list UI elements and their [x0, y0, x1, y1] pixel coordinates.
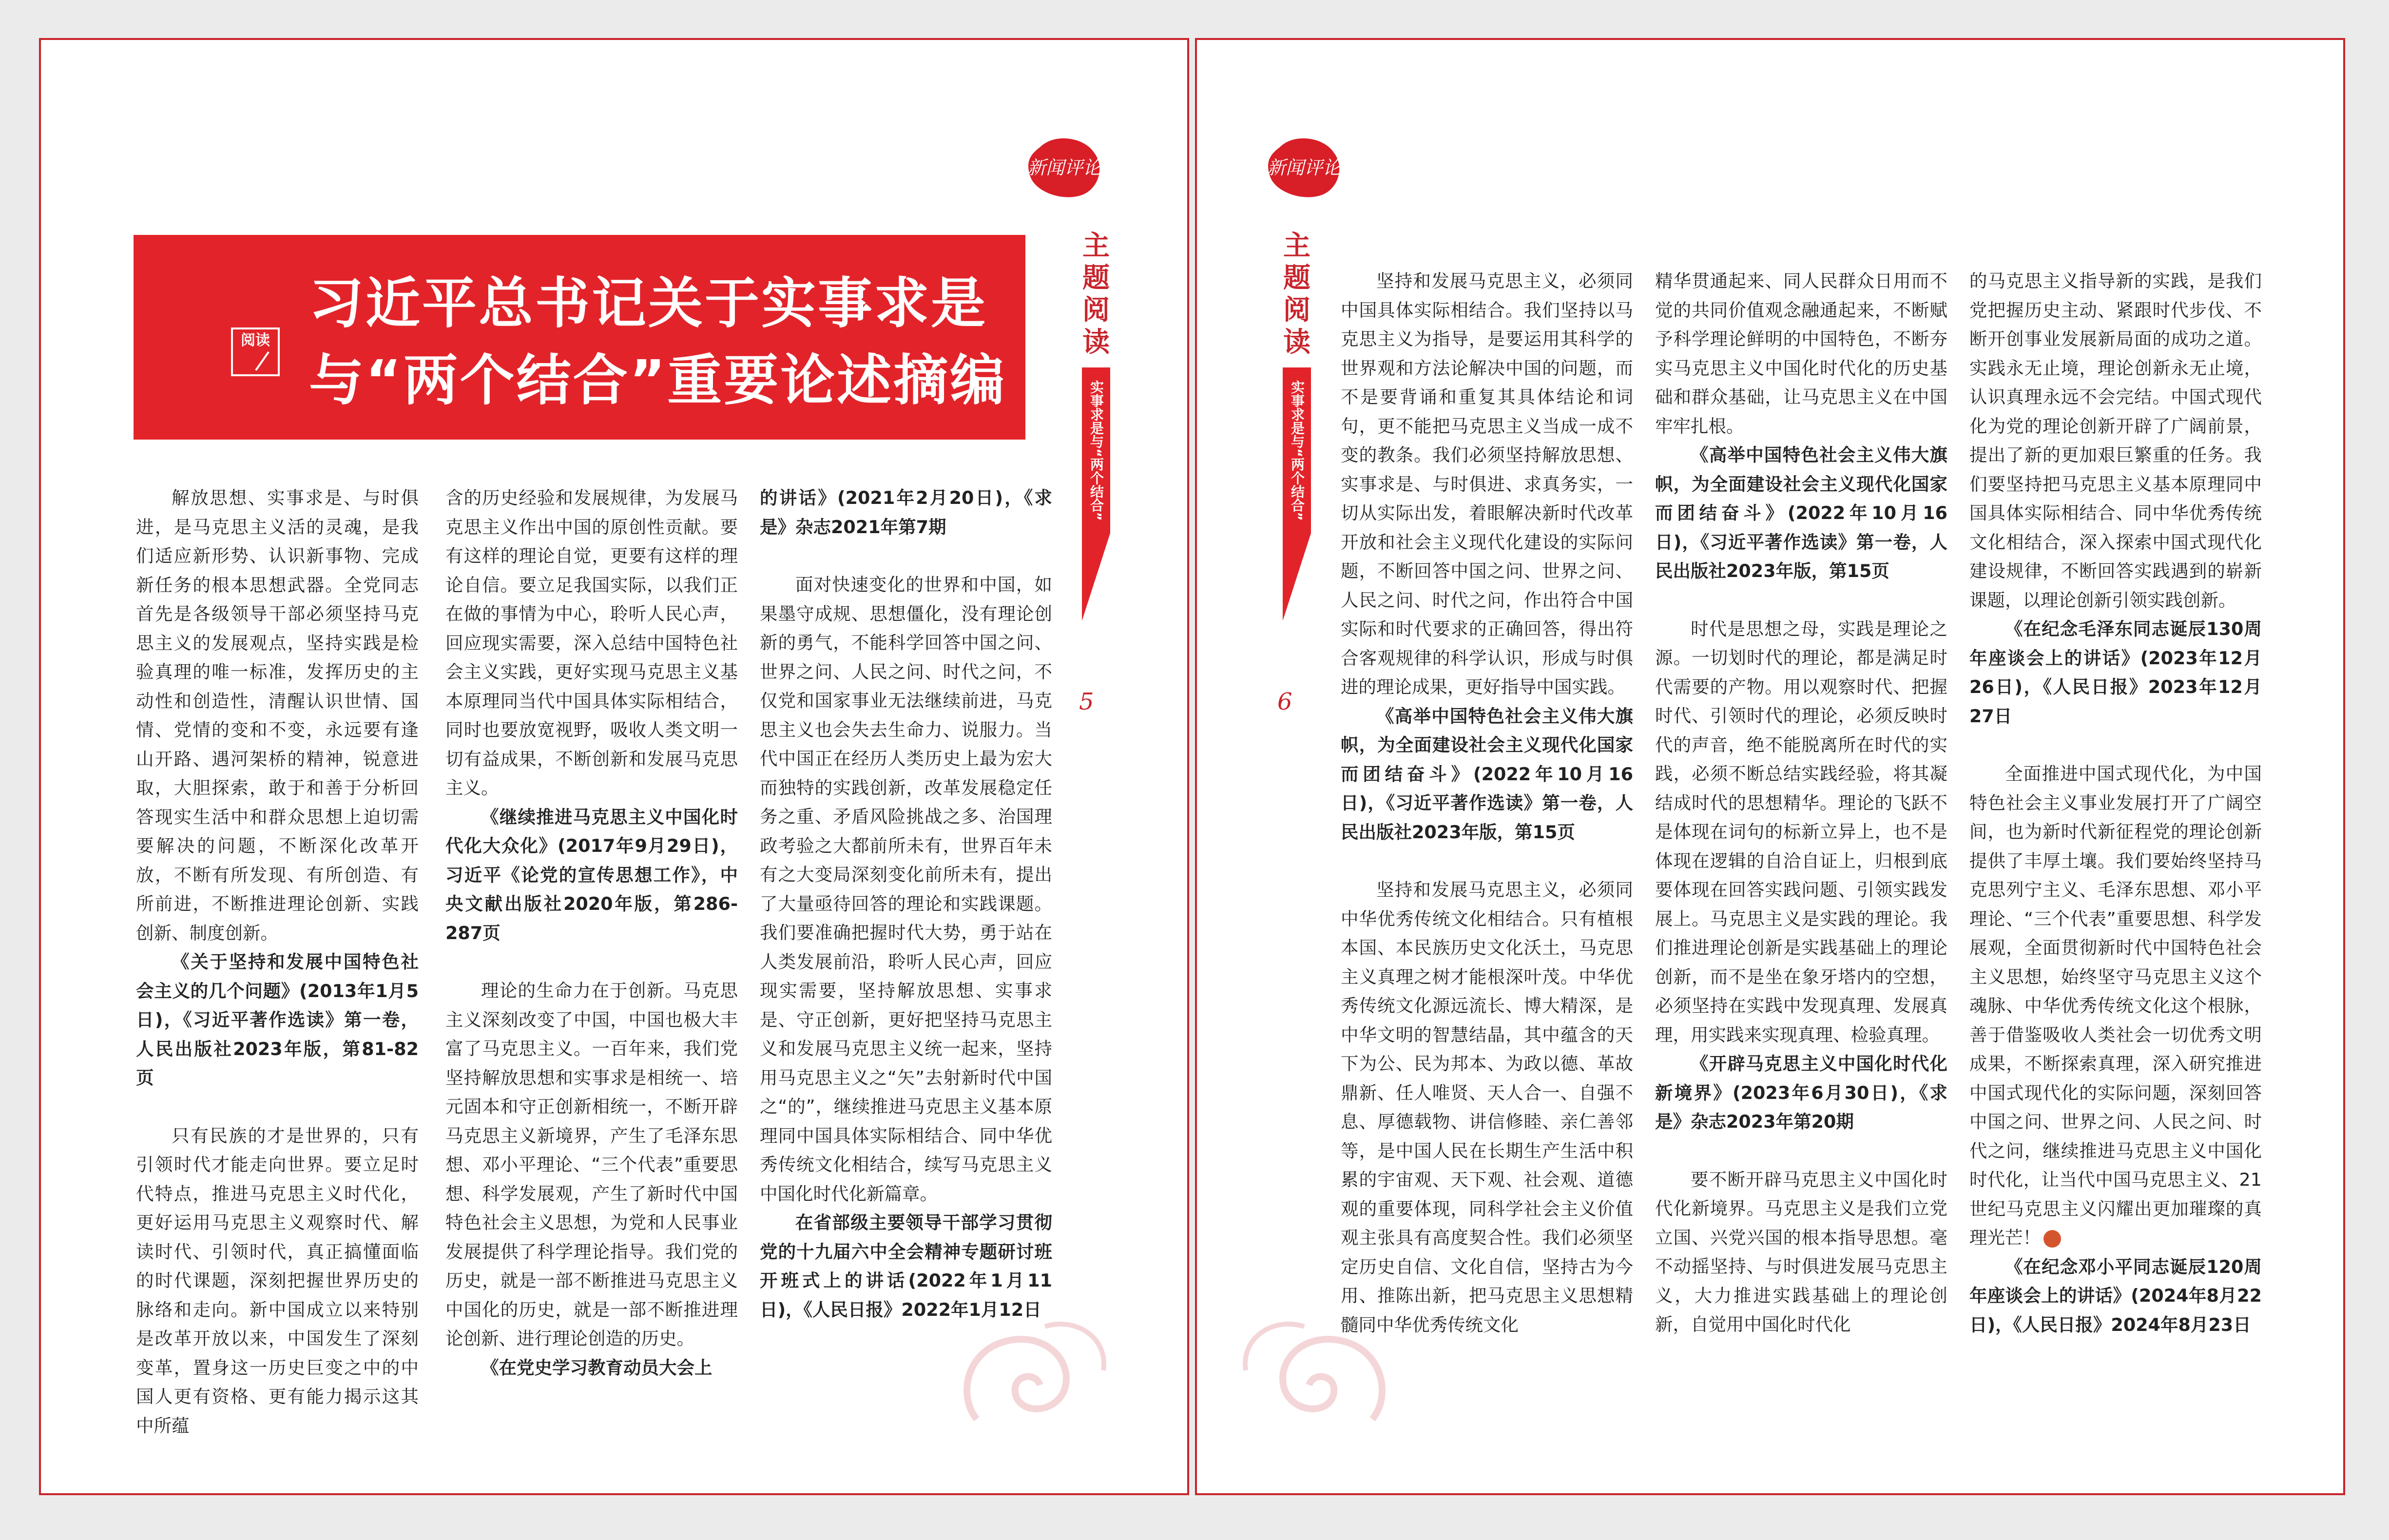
source-citation: 在省部级主要领导干部学习贯彻党的十九届六中全会精神专题研讨班开班式上的讲话(2022年1月11日)，《人民日报》2022年1月12日 [760, 1212, 1052, 1320]
side-tab [1277, 230, 1316, 621]
body-paragraph: 含的历史经验和发展规律，为发展马克思主义作出中国的原创性贡献。要有这样的理论自觉，更要有这样的理论自信。要立足我国实际，以我们正在做的事情为中心，聆听人民心声，回应现实需要，深入总结中国特色社会主义实践，更好实现马克思主义基本原理同当代中国具体实际相结合，同时也要放宽视野，吸收人类文明一切有益成果，不断创新和发展马克思主义。 [445, 487, 738, 798]
side-tab-heading: 主 题 阅 读 [1082, 230, 1110, 358]
side-tab-heading: 主 题 阅 读 [1283, 230, 1310, 358]
title-tag-label: 阅读 [241, 332, 270, 349]
source-citation: 的讲话》(2021年2月20日)，《求是》杂志2021年第7期 [760, 487, 1052, 538]
source-citation: 《在纪念毛泽东同志诞辰130周年座谈会上的讲话》(2023年12月26日)，《人民日报》2023年12月27日 [1969, 618, 2262, 727]
flourish-icon [1226, 1297, 1402, 1444]
logo-icon [1021, 133, 1108, 201]
left-page [39, 38, 1189, 1495]
source-citation: 《高举中国特色社会主义伟大旗帜，为全面建设社会主义现代化国家而团结奋斗》(2022年10月16日)，《习近平著作选读》第一卷，人民出版社2023年版，第15页 [1341, 705, 1633, 843]
text-column-1 [136, 483, 419, 1440]
side-tab [1077, 230, 1116, 621]
side-tab-stem [1283, 533, 1311, 621]
source-citation: 《在党史学习教育动员大会上 [481, 1357, 713, 1378]
page-number: 5 [1079, 688, 1094, 715]
slash-icon [255, 351, 270, 371]
body-paragraph: 的马克思主义指导新的实践，是我们党把握历史主动、紧跟时代步伐、不断开创事业发展新局面的成功之道。实践永无止境，理论创新永无止境，认识真理永远不会完结。中国式现代化为党的理论创新开辟了广阔前景，提出了新的更加艰巨繁重的任务。我们要坚持把马克思主义基本原理同中国具体实际相结合、同中华优秀传统文化相结合，深入探索中国式现代化建设规律，不断回答实践遇到的崭新课题，以理论创新引领实践创新。 [1969, 270, 2262, 611]
text-column-3 [1969, 267, 2262, 1339]
title-banner [134, 235, 1025, 440]
right-page [1195, 38, 2345, 1495]
title-line-1: 习近平总书记关于实事求是 [309, 272, 987, 335]
body-paragraph: 时代是思想之母，实践是理论之源。一切划时代的理论，都是满足时代需要的产物。用以观察时代、把握时代、引领时代的理论，必须反映时代的声音，绝不能脱离所在时代的实践，必须不断总结实践经验，将其凝结成时代的思想精华。理论的飞跃不是体现在词句的标新立异上，也不是体现在逻辑的自洽自证上，归根到底要体现在回答实践问题、引领实践发展上。马克思主义是实践的理论。我们推进理论创新是实践基础上的理论创新，而不是坐在象牙塔内的空想，必须坚持在实践中发现真理、发展真理，用实践来实现真理、检验真理。 [1655, 618, 1947, 1045]
body-paragraph: 精华贯通起来、同人民群众日用而不觉的共同价值观念融通起来，不断赋予科学理论鲜明的中国特色，不断夯实马克思主义中国化时代化的历史基础和群众基础，让马克思主义在中国牢牢扎根。 [1655, 270, 1947, 437]
flourish-icon [947, 1297, 1123, 1444]
source-citation: 《开辟马克思主义中国化时代化新境界》(2023年6月30日)，《求是》杂志2023年第20期 [1655, 1053, 1947, 1132]
body-paragraph: 要不断开辟马克思主义中国化时代化新境界。马克思主义是我们立党立国、兴党兴国的根本指导思想。毫不动摇坚持、与时俱进发展马克思主义，大力推进实践基础上的理论创新，自觉用中国化时代化 [1655, 1169, 1947, 1335]
text-column-2 [1655, 267, 1947, 1339]
side-tab-subtitle: 实事求是与“两个结合” [1082, 367, 1110, 533]
body-paragraph: 理论的生命力在于创新。马克思主义深刻改变了中国，中国也极大丰富了马克思主义。一百年来，我们党坚持解放思想和实事求是相统一、培元固本和守正创新相统一，不断开辟马克思主义新境界，产生了毛泽东思想、邓小平理论、“三个代表”重要思想、科学发展观，产生了新时代中国特色社会主义思想，为党和人民事业发展提供了科学理论指导。我们党的历史，就是一部不断推进马克思主义中国化的历史，就是一部不断推进理论创新、进行理论创造的历史。 [445, 980, 738, 1349]
body-paragraph: 面对快速变化的世界和中国，如果墨守成规、思想僵化，没有理论创新的勇气，不能科学回答中国之问、世界之问、人民之问、时代之问，不仅党和国家事业无法继续前进，马克思主义也会失去生命力、说服力。当代中国正在经历人类历史上最为宏大而独特的实践创新，改革发展稳定任务之重、矛盾风险挑战之多、治国理政考验之大都前所未有，世界百年未有之大变局深刻变化前所未有，提出了大量亟待回答的理论和实践课题。我们要准确把握时代大势，勇于站在人类发展前沿，聆听人民心声，回应现实需要，坚持解放思想、实事求是、守正创新，更好把坚持马克思主义和发展马克思主义统一起来，坚持用马克思主义之“矢”去射新时代中国之“的”，继续推进马克思主义基本原理同中国具体实际相结合、同中华优秀传统文化相结合，续写马克思主义中国化时代化新篇章。 [760, 574, 1052, 1204]
page-title [309, 265, 1006, 419]
text-column-1 [1341, 267, 1633, 1339]
page-number: 6 [1277, 688, 1292, 715]
title-line-2: 与“两个结合”重要论述摘编 [309, 349, 1007, 412]
source-citation: 《在纪念邓小平同志诞辰120周年座谈会上的讲话》(2024年8月22日)，《人民日报》2024年8月23日 [1969, 1256, 2262, 1335]
logo-icon [1260, 133, 1348, 201]
body-paragraph: 坚持和发展马克思主义，必须同中华优秀传统文化相结合。只有植根本国、本民族历史文化沃土，马克思主义真理之树才能根深叶茂。中华优秀传统文化源远流长、博大精深，是中华文明的智慧结晶，其中蕴含的天下为公、民为邦本、为政以德、革故鼎新、任人唯贤、天人合一、自强不息、厚德载物、讲信修睦、亲仁善邻等，是中国人民在长期生产生活中积累的宇宙观、天下观、社会观、道德观的重要体现，同科学社会主义价值观主张具有高度契合性。我们必须坚定历史自信、文化自信，坚持古为今用、推陈出新，把马克思主义思想精髓同中华优秀传统文化 [1341, 879, 1633, 1335]
title-tag [231, 327, 280, 376]
body-paragraph: 坚持和发展马克思主义，必须同中国具体实际相结合。我们坚持以马克思主义为指导，是要运用其科学的世界观和方法论解决中国的问题，而不是要背诵和重复其具体结论和词句，更不能把马克思主义当成一成不变的教条。我们必须坚持解放思想、实事求是、与时俱进、求真务实，一切从实际出发，着眼解决新时代改革开放和社会主义现代化建设的实际问题，不断回答中国之问、世界之问、人民之问、时代之问，作出符合中国实际和时代要求的正确回答，得出符合客观规律的科学认识，形成与时俱进的理论成果，更好指导中国实践。 [1341, 270, 1633, 697]
svg-text:新闻评论: 新闻评论 [1027, 157, 1102, 178]
text-column-2 [445, 483, 738, 1382]
source-citation: 《关于坚持和发展中国特色社会主义的几个问题》(2013年1月5日)，《习近平著作选读》第一卷，人民出版社2023年版，第81-82页 [136, 951, 419, 1088]
side-tab-subtitle: 实事求是与“两个结合” [1283, 367, 1311, 533]
body-paragraph: 只有民族的才是世界的，只有引领时代才能走向世界。要立足时代特点，推进马克思主义时代化，更好运用马克思主义观察时代、解读时代、引领时代，真正搞懂面临的时代课题，深刻把握世界历史的脉络和走向。新中国成立以来特别是改革开放以来，中国发生了深刻变革，置身这一历史巨变之中的中国人更有资格、更有能力揭示这其中所蕴 [136, 1125, 419, 1436]
svg-text:新闻评论: 新闻评论 [1267, 157, 1342, 178]
end-mark-icon [2043, 1230, 2061, 1248]
source-citation: 《高举中国特色社会主义伟大旗帜，为全面建设社会主义现代化国家而团结奋斗》(2022年10月16日)，《习近平著作选读》第一卷，人民出版社2023年版，第15页 [1655, 444, 1947, 581]
side-tab-stem [1082, 533, 1110, 621]
body-paragraph: 解放思想、实事求是、与时俱进，是马克思主义活的灵魂，是我们适应新形势、认识新事物、完成新任务的根本思想武器。全党同志首先是各级领导干部必须坚持马克思主义的发展观点，坚持实践是检验真理的唯一标准，发挥历史的主动性和创造性，清醒认识世情、国情、党情的变和不变，永远要有逢山开路、遇河架桥的精神，锐意进取，大胆探索，敢于和善于分析回答现实生活中和群众思想上迫切需要解决的问题，不断深化改革开放，不断有所发现、有所创造、有所前进，不断推进理论创新、实践创新、制度创新。 [136, 487, 419, 943]
text-column-3 [760, 483, 1052, 1324]
body-paragraph: 全面推进中国式现代化，为中国特色社会主义事业发展打开了广阔空间，也为新时代新征程党的理论创新提供了丰厚土壤。我们要始终坚持马克思列宁主义、毛泽东思想、邓小平理论、“三个代表”重要思想、科学发展观，全面贯彻新时代中国特色社会主义思想，始终坚守马克思主义这个魂脉、中华优秀传统文化这个根脉，善于借鉴吸收人类社会一切优秀文明成果，不断探索真理，深入研究推进中国式现代化的实际问题，深刻回答中国之问、世界之问、人民之问、时代之问，继续推进马克思主义中国化时代化，让当代中国马克思主义、21世纪马克思主义闪耀出更加璀璨的真理光芒！ [1969, 763, 2262, 1248]
source-citation: 《继续推进马克思主义中国化时代化大众化》(2017年9月29日)，习近平《论党的宣传思想工作》，中央文献出版社2020年版，第286-287页 [445, 806, 738, 943]
